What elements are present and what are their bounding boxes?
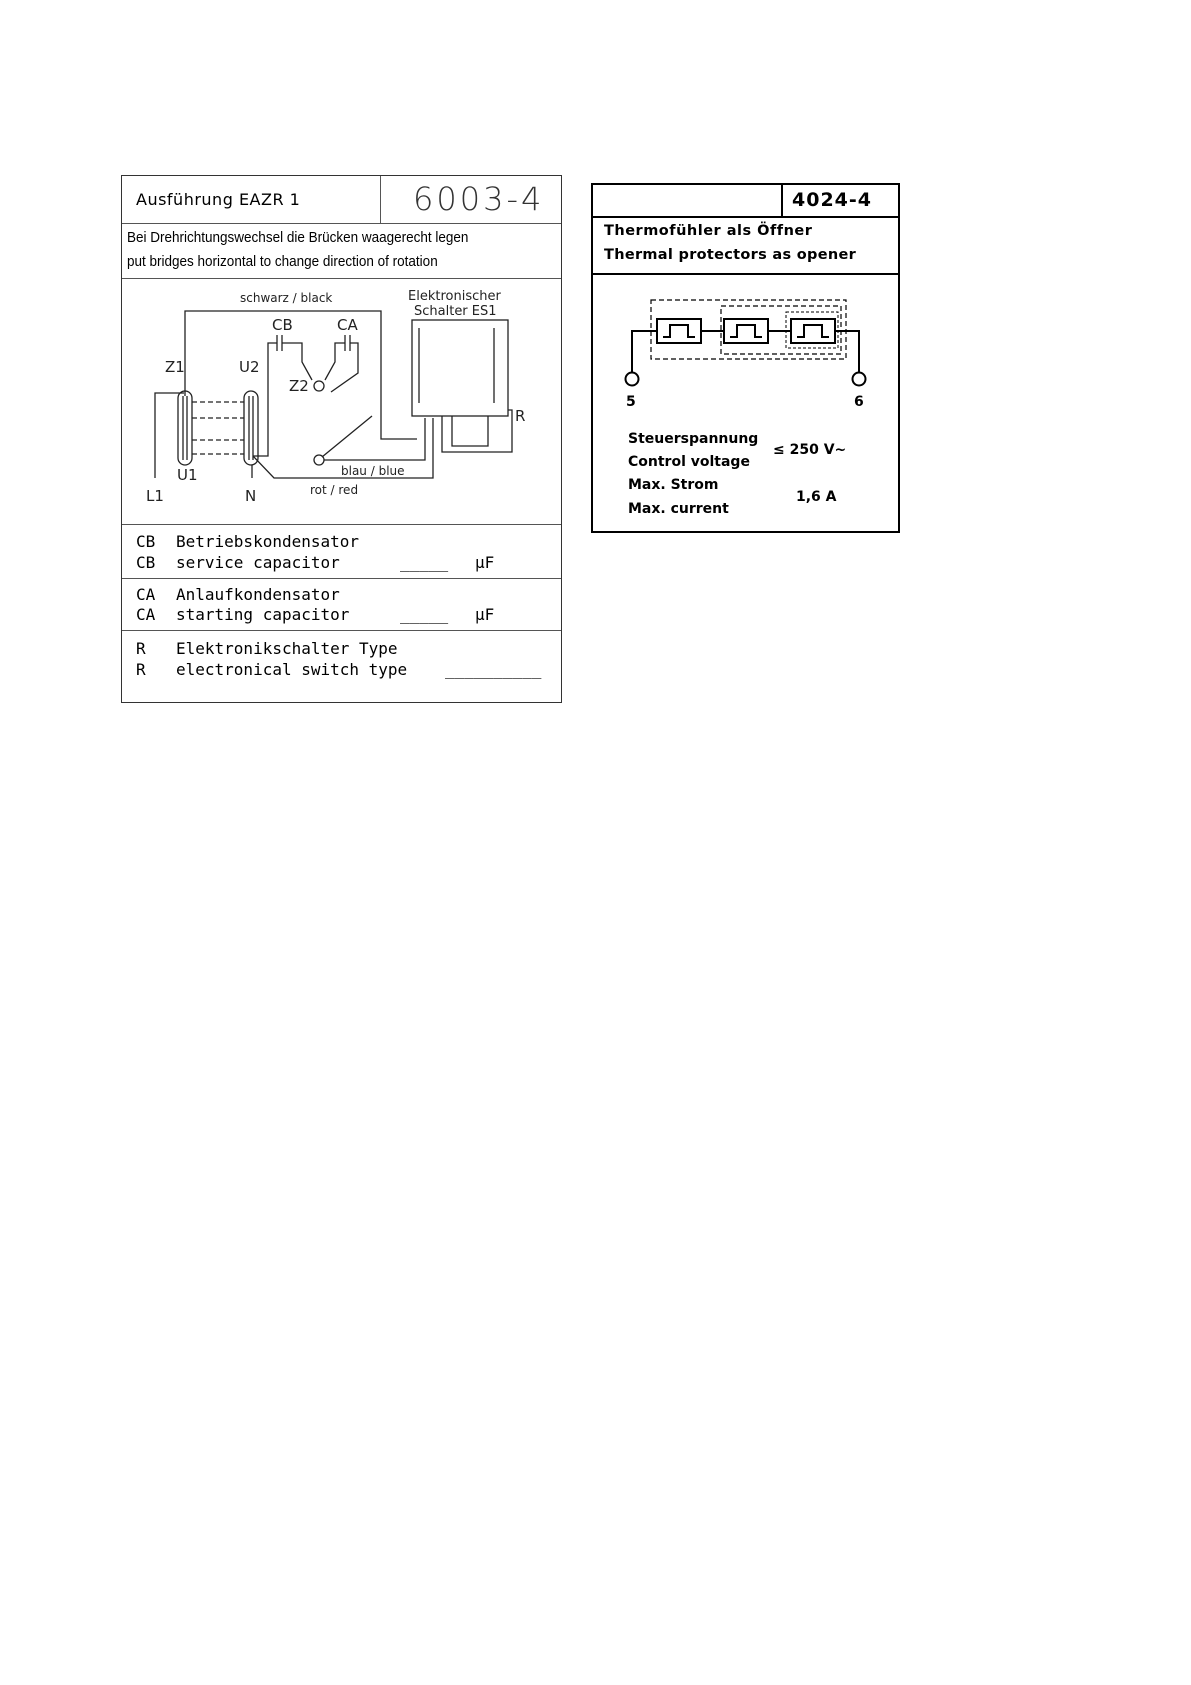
wiring-panel-6003-4 [121,175,562,703]
label-u1: U1 [177,466,198,484]
coil-u2 [244,391,258,465]
legend-german: Anlaufkondensator [176,585,340,604]
instruction-german: Bei Drehrichtungswechsel die Brücken waagerecht legen [127,229,469,246]
header-row [122,176,561,224]
label-r: R [515,407,526,425]
title-row [593,216,898,275]
title-english: Thermal protectors as opener [604,247,857,263]
header-divider [781,185,783,216]
header-row [593,185,898,218]
diagram-code: 4024-4 [792,189,872,211]
label-u2: U2 [239,358,260,376]
label-switch-1: Elektronischer [408,289,501,304]
thermal-protector-2 [724,319,768,343]
value-max-current: 1,6 A [796,489,837,505]
wiring-diagram [122,278,561,524]
dashed-enclosure-outer [651,300,846,359]
protector-diagram-row [593,273,898,529]
legend-english: starting capacitor [176,605,350,624]
label-control-voltage-en: Control voltage [628,454,750,470]
wire-left [632,331,657,373]
label-terminal-6: 6 [854,394,864,410]
label-wire-black: schwarz / black [240,291,333,305]
coil-z1-u1 [178,391,192,465]
legend-english: electronical switch type [176,660,408,679]
legend-row-cb [122,524,561,579]
thermal-protector-3 [791,319,835,343]
label-max-current-en: Max. current [628,501,729,517]
value-control-voltage: ≤ 250 V~ [773,442,847,458]
instruction-english: put bridges horizontal to change direction of rotation [127,253,438,270]
legend-code: CA [136,585,156,604]
legend-code: R [136,660,146,679]
header-divider [380,176,381,223]
label-n: N [245,487,257,505]
legend-row-r [122,630,561,700]
label-z2: Z2 [289,377,309,395]
label-max-current-de: Max. Strom [628,477,719,493]
terminal-6 [853,373,866,386]
diagram-code: 6003-4 [413,180,545,218]
legend-blank: __________ [445,660,542,679]
legend-unit: µF [475,553,495,572]
thermal-protector-1 [657,319,701,343]
label-control-voltage-de: Steuerspannung [628,431,759,447]
wiring-diagram-row [122,278,561,525]
legend-row-ca [122,578,561,631]
legend-blank: _____ [400,605,449,624]
label-switch-2: Schalter ES1 [414,304,497,319]
legend-unit: µF [475,605,495,624]
legend-english: service capacitor [176,553,340,572]
terminal-z2 [314,381,324,391]
legend-code: CA [136,605,156,624]
label-l1: L1 [146,487,164,505]
legend-german: Betriebskondensator [176,532,360,551]
wire-black [185,311,417,439]
label-wire-blue: blau / blue [341,464,405,478]
legend-code: CB [136,553,156,572]
wire-right [835,331,859,373]
title-german: Thermofühler als Öffner [604,223,813,239]
legend-german: Elektronikschalter Type [176,639,398,658]
legend-blank: _____ [400,553,449,572]
label-wire-red: rot / red [310,483,359,497]
label-terminal-5: 5 [626,394,636,410]
thermal-protector-diagram [593,273,898,529]
terminal-5 [626,373,639,386]
label-cb: CB [272,316,293,334]
label-z1: Z1 [165,358,185,376]
thermal-protector-panel-4024-4 [591,183,900,533]
legend-code: CB [136,532,156,551]
variant-title: Ausführung EAZR 1 [136,190,301,209]
instruction-row [122,223,561,279]
label-ca: CA [337,316,358,334]
legend-code: R [136,639,146,658]
